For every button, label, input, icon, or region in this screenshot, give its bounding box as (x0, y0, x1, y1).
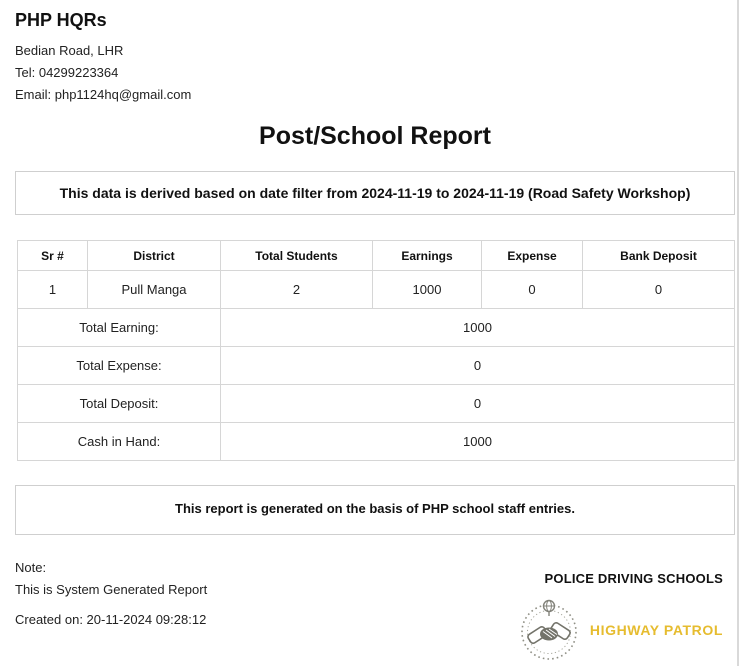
page-right-border (737, 0, 739, 666)
cell-sr: 1 (18, 271, 88, 309)
summary-row-total-earning (18, 309, 735, 347)
police-driving-schools-label: POLICE DRIVING SCHOOLS (544, 571, 723, 586)
org-address: Bedian Road, LHR (15, 43, 124, 58)
col-header-sr: Sr # (18, 241, 88, 271)
col-header-district: District (88, 241, 221, 271)
col-header-total-students: Total Students (221, 241, 373, 271)
summary-value: 1000 (221, 309, 735, 347)
highway-patrol-label: HIGHWAY PATROL (589, 622, 723, 638)
cell-earnings: 1000 (373, 271, 482, 309)
col-header-expense: Expense (482, 241, 583, 271)
col-header-bank-deposit: Bank Deposit (583, 241, 735, 271)
report-header (15, 10, 750, 106)
summary-label: Cash in Hand: (18, 423, 221, 461)
cell-bank-deposit: 0 (583, 271, 735, 309)
note-label: Note: (15, 560, 47, 575)
table-header-row (18, 241, 735, 271)
handshake-emblem-icon (518, 597, 580, 663)
summary-value: 0 (221, 385, 735, 423)
org-email: Email: php1124hq@gmail.com (15, 87, 192, 102)
report-table (17, 240, 735, 461)
note-text: This is System Generated Report (15, 582, 208, 597)
col-header-earnings: Earnings (373, 241, 482, 271)
summary-value: 1000 (221, 423, 735, 461)
cell-district: Pull Manga (88, 271, 221, 309)
summary-label: Total Earning: (18, 309, 221, 347)
cell-total-students: 2 (221, 271, 373, 309)
page-title: Post/School Report (259, 122, 491, 150)
report-basis-note: This report is generated on the basis of PHP school staff entries. (15, 485, 735, 535)
summary-label: Total Deposit: (18, 385, 221, 423)
report-footer (15, 557, 723, 663)
table-row (18, 271, 735, 309)
cell-expense: 0 (482, 271, 583, 309)
date-filter-notice: This data is derived based on date filter from 2024-11-19 to 2024-11-19 (Road Safety Workshop) (15, 171, 735, 215)
org-tel: Tel: 04299223364 (15, 65, 119, 80)
summary-row-cash-in-hand (18, 423, 735, 461)
summary-value: 0 (221, 347, 735, 385)
summary-row-total-expense (18, 347, 735, 385)
org-name: PHP HQRs (15, 10, 107, 30)
created-on-timestamp: Created on: 20-11-2024 09:28:12 (15, 612, 207, 627)
summary-row-total-deposit (18, 385, 735, 423)
summary-label: Total Expense: (18, 347, 221, 385)
